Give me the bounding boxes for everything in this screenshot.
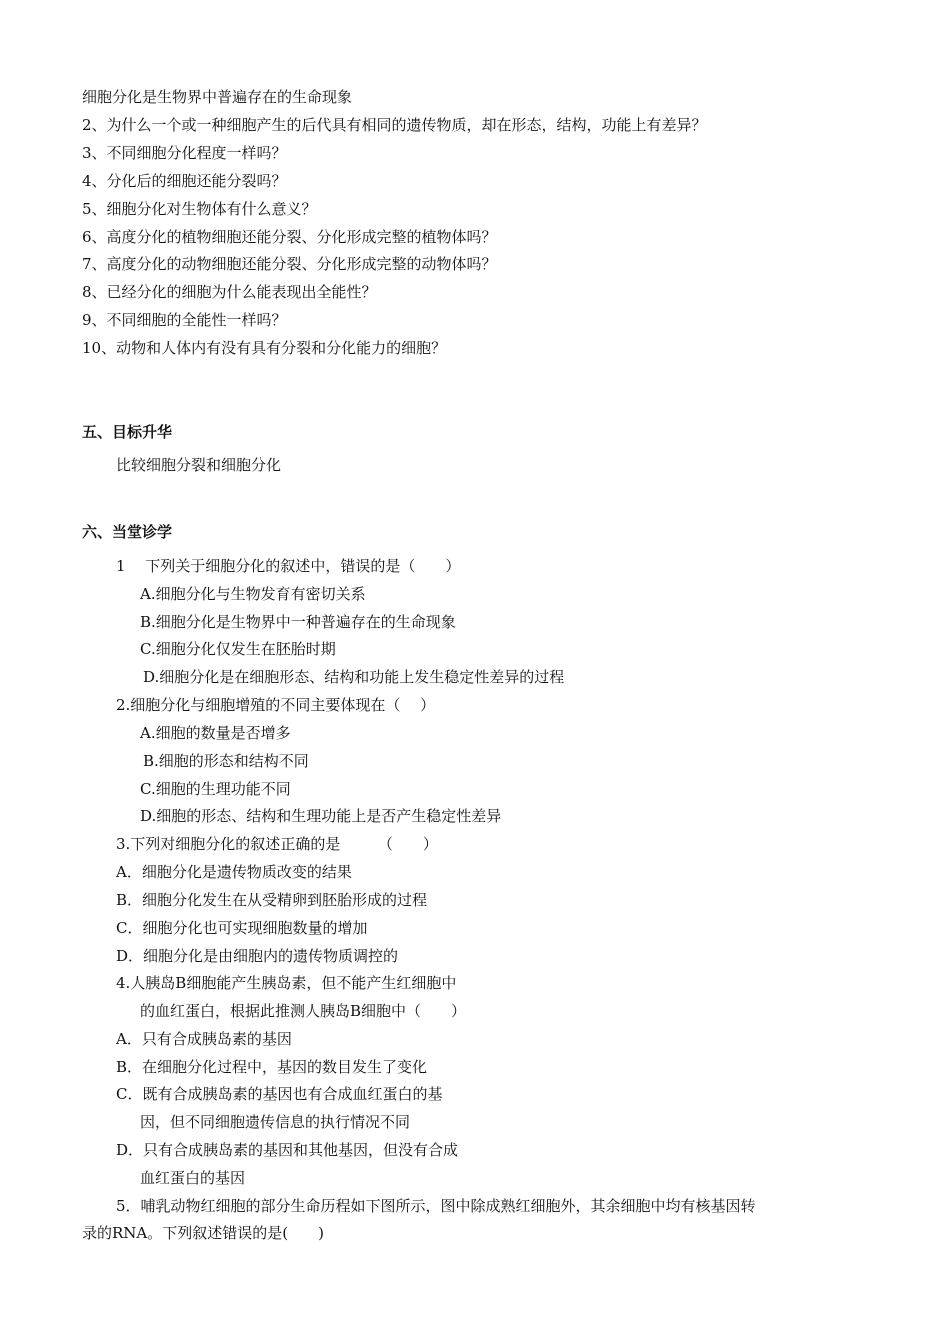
q3-stem: 3.下列对细胞分化的叙述正确的是 （ ） [116, 835, 438, 853]
q3-option-b: B．细胞分化发生在从受精卵到胚胎形成的过程 [116, 891, 428, 909]
q2-option-a: A.细胞的数量是否增多 [140, 724, 291, 742]
question-8: 8、已经分化的细胞为什么能表现出全能性？ [82, 283, 377, 301]
question-6: 6、高度分化的植物细胞还能分裂、分化形成完整的植物体吗？ [82, 228, 497, 246]
q3-option-c: C．细胞分化也可实现细胞数量的增加 [116, 919, 368, 937]
intro-statement: 细胞分化是生物界中普遍存在的生命现象 [82, 88, 353, 106]
question-9: 9、不同细胞的全能性一样吗？ [82, 311, 287, 329]
q3-option-a: A．细胞分化是遗传物质改变的结果 [116, 863, 352, 881]
question-7: 7、高度分化的动物细胞还能分裂、分化形成完整的动物体吗？ [82, 255, 497, 273]
question-5: 5、细胞分化对生物体有什么意义？ [82, 200, 317, 218]
question-10: 10、动物和人体内有没有具有分裂和分化能力的细胞？ [82, 339, 447, 357]
q4-option-a: A．只有合成胰岛素的基因 [116, 1030, 292, 1048]
q3-option-d: D．细胞分化是由细胞内的遗传物质调控的 [116, 947, 399, 965]
q5-stem-line2: 录的RNA。下列叙述错误的是( ) [82, 1224, 324, 1242]
q4-option-c-line2: 因，但不同细胞遗传信息的执行情况不同 [140, 1113, 411, 1131]
q2-stem: 2.细胞分化与细胞增殖的不同主要体现在（ ） [116, 696, 436, 714]
q4-option-d-line1: D．只有合成胰岛素的基因和其他基因，但没有合成 [116, 1141, 459, 1159]
section-6-heading: 六、当堂诊学 [82, 523, 173, 541]
q2-option-b: B.细胞的形态和结构不同 [143, 752, 309, 770]
q2-option-c: C.细胞的生理功能不同 [140, 780, 291, 798]
question-2: 2、为什么一个或一种细胞产生的后代具有相同的遗传物质，却在形态，结构，功能上有差异？ [82, 116, 707, 134]
q1-option-b: B.细胞分化是生物界中一种普遍存在的生命现象 [140, 613, 456, 631]
q1-stem: 1 下列关于细胞分化的叙述中，错误的是（ ） [116, 557, 461, 575]
q2-option-d: D.细胞的形态、结构和生理功能上是否产生稳定性差异 [140, 807, 502, 825]
q4-stem-line2: 的血红蛋白，根据此推测人胰岛B细胞中（ ） [140, 1002, 467, 1020]
q1-option-d: D.细胞分化是在细胞形态、结构和功能上发生稳定性差异的过程 [143, 668, 565, 686]
q1-option-a: A.细胞分化与生物发育有密切关系 [140, 585, 366, 603]
q4-stem-line1: 4.人胰岛B细胞能产生胰岛素，但不能产生红细胞中 [116, 974, 457, 992]
q4-option-c-line1: C．既有合成胰岛素的基因也有合成血红蛋白的基 [116, 1085, 443, 1103]
q5-stem-line1: 5．哺乳动物红细胞的部分生命历程如下图所示，图中除成熟红细胞外，其余细胞中均有核基因转 [116, 1197, 756, 1215]
question-4: 4、分化后的细胞还能分裂吗？ [82, 172, 287, 190]
q4-option-b: B．在细胞分化过程中，基因的数目发生了变化 [116, 1058, 428, 1076]
section-5-heading: 五、目标升华 [82, 423, 173, 441]
q4-option-d-line2: 血红蛋白的基因 [140, 1169, 246, 1187]
question-3: 3、不同细胞分化程度一样吗？ [82, 144, 287, 162]
section-5-text: 比较细胞分裂和细胞分化 [116, 456, 282, 474]
q1-option-c: C.细胞分化仅发生在胚胎时期 [140, 640, 336, 658]
